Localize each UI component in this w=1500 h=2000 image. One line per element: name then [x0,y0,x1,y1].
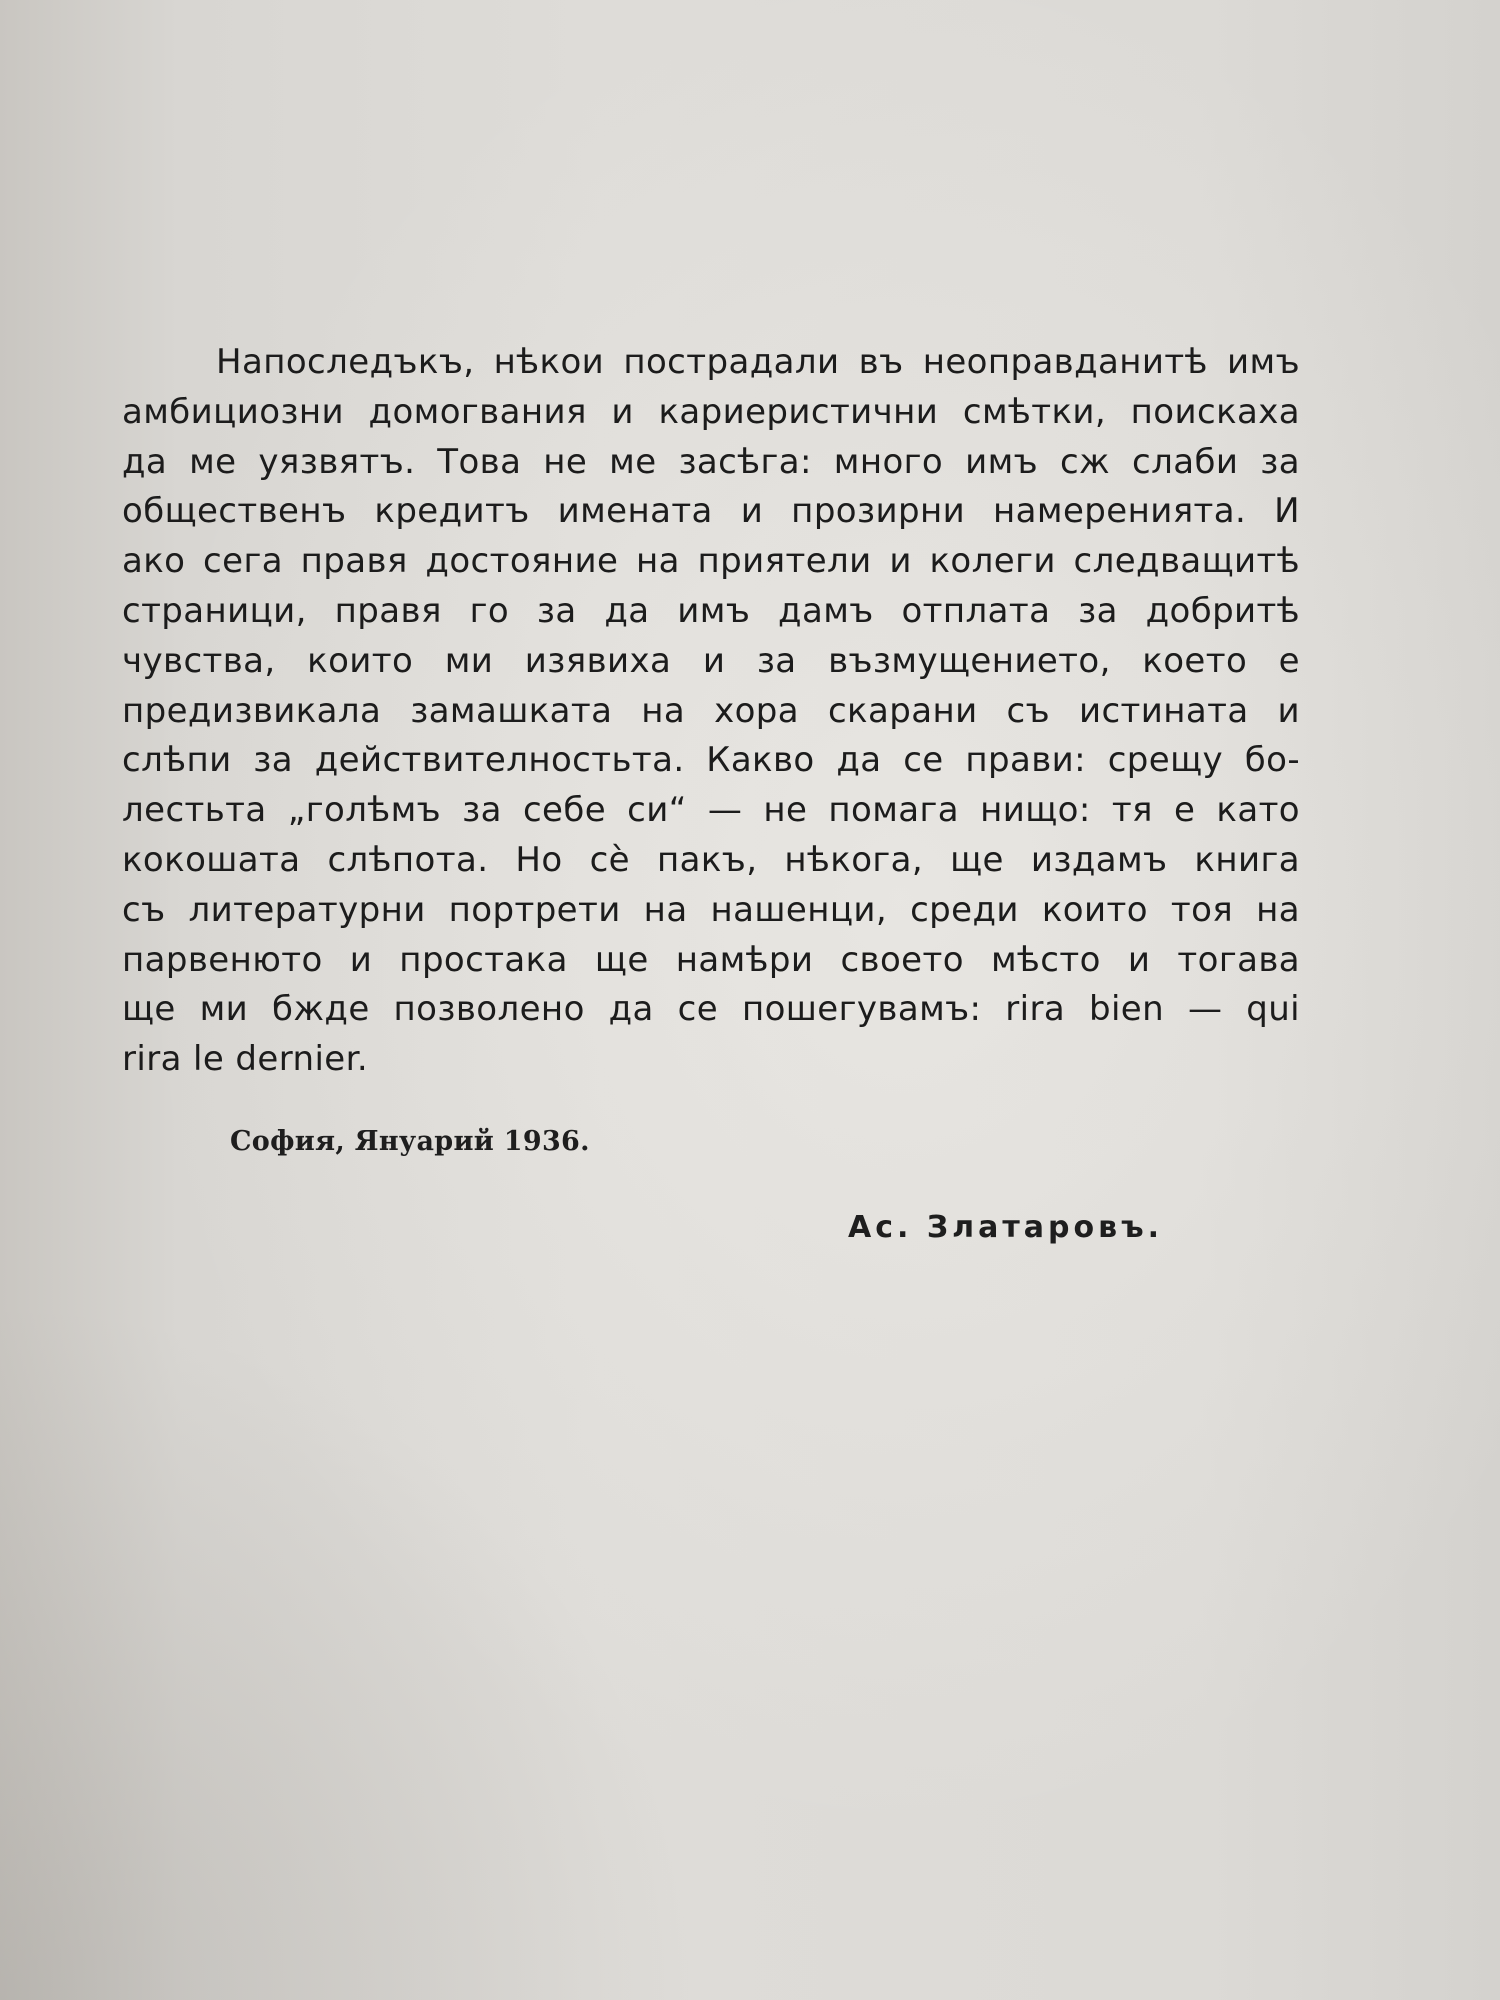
text-line: да ме уязвятъ. Това не ме засѣга: много имъ сж слаби за [122,441,1300,482]
text-line: амбициозни домогвания и кариеристични смѣтки, поискаха [122,391,1300,432]
text-line: rira le dernier. [122,1039,369,1080]
text-line: кокошата слѣпота. Но сѐ пакъ, нѣкога, ще издамъ книга [122,839,1300,880]
text-line: съ литературни портрети на нашенци, среди които тоя на [122,889,1300,930]
text-line: слѣпи за действителностьта. Какво да се прави: срещу бо- [122,740,1300,781]
text-line: ако сега правя достояние на приятели и колеги следващитѣ [122,541,1300,582]
body-paragraph [122,338,1300,1085]
text-line: предизвикала замашката на хора скарани съ истината и [122,690,1300,731]
text-line: страници, правя го за да имъ дамъ отплата за добритѣ [122,590,1300,631]
place-date: София, Януарий 1936. [230,1126,590,1157]
text-line: общественъ кредитъ имената и прозирни намеренията. И [122,491,1300,532]
text-line: лестьта „голѣмъ за себе си“ — не помага нищо: тя е като [122,790,1300,831]
author-signature: Ас. Златаровъ. [848,1210,1164,1245]
text-line: чувства, които ми изявиха и за възмущението, което е [122,640,1300,681]
text-line: Напоследъкъ, нѣкои пострадали въ неоправданитѣ имъ [216,342,1300,382]
text-line: ще ми бжде позволено да се пошегувамъ: rira bien — qui [122,989,1300,1030]
text-line: парвенюто и простака ще намѣри своето мѣсто и тогава [122,939,1300,980]
